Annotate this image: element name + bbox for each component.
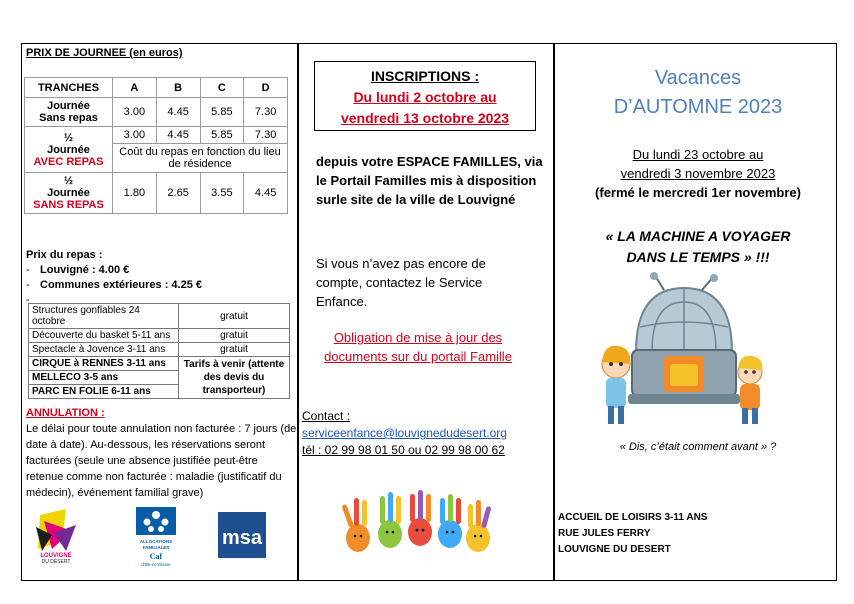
closed-day-notice: (fermé le mercredi 1er novembre) [595,185,801,200]
svg-text:ALLOCATIONS: ALLOCATIONS [139,539,173,544]
row-label: Journée Sans repas [25,98,113,127]
activity-name: MELLECO 3-5 ans [29,371,179,385]
price-cell: 7.30 [244,127,288,144]
contact-section [302,408,548,459]
activity-name: Spectacle à Jovence 3-11 ans [29,343,179,357]
activity-name: CIRQUE à RENNES 3-11 ans [29,357,179,371]
dates-line1: Du lundi 23 octobre au [632,147,764,162]
vacation-title [560,64,836,122]
vacation-title-line2: D’AUTOMNE 2023 [613,96,783,118]
col-header-a: A [113,78,157,98]
louvigne-logo [32,505,80,565]
cancellation-text: Le délai pour toute annulation non facturée : 7 jours (de date à date). Au-dessous, les réservations seront facturées (seule une absence justifiée peut-être retenue comme non facturée : maladie (justificatif du médecin), événement familial grave) [26,423,297,499]
col-header-tranches: TRANCHES [25,78,113,98]
price-cell: 4.45 [244,173,288,214]
price-cell: 3.00 [113,127,157,144]
meal-prices [26,248,286,308]
svg-text:LOUVIGNÉ: LOUVIGNÉ [40,553,72,559]
row-label: ½ Journée AVEC REPAS [25,127,113,173]
compte-text: Si vous n’avez pas encore de compte, contactez le Service Enfance. [316,256,486,309]
list-item: - Communes extérieures : 4.25 € [26,278,286,293]
activity-price: gratuit [179,343,290,357]
cancellation-title: ANNULATION : [26,407,105,419]
svg-text:DU DÉSERT: DU DÉSERT [41,559,71,565]
price-cell: 4.45 [156,98,200,127]
activity-price-note: Tarifs à venir (attente des devis du transporteur) [179,357,290,399]
price-cell: 5.85 [200,127,244,144]
address-line1: ACCUEIL DE LOISIRS 3-11 ANS [558,512,708,523]
theme-line2: DANS LE TEMPS » !!! [626,249,770,265]
table-row [25,173,288,214]
contact-email-link[interactable]: serviceenfance@louvignedudesert.org [302,426,507,440]
price-cell: 4.45 [156,127,200,144]
left-panel [24,47,294,59]
svg-text:FAMILIALES: FAMILIALES [142,545,170,550]
meal-prices-title: Prix du repas : [26,249,103,261]
col-header-d: D [244,78,288,98]
price-cell: 2.65 [156,173,200,214]
address-line3: LOUVIGNE DU DESERT [558,544,671,555]
activity-name: Découverte du basket 5-11 ans [29,329,179,343]
col-header-c: C [200,78,244,98]
prix-title: PRIX DE JOURNEE (en euros) [26,47,183,59]
inscriptions-dates-line2: vendredi 13 octobre 2023 [340,110,510,126]
price-cell: 5.85 [200,98,244,127]
contact-phone: tél : 02 99 98 01 50 ou 02 99 98 00 62 [302,443,505,457]
address-line2: RUE JULES FERRY [558,528,651,539]
theme-line1: « LA MACHINE A VOYAGER [605,228,791,244]
col-header-b: B [156,78,200,98]
price-cell: 3.00 [113,98,157,127]
inscriptions-box [314,61,536,131]
obligation-notice: Obligation de mise à jour des documents sur du portail Famille [324,330,512,364]
msa-logo [218,512,266,558]
activity-price: gratuit [179,329,290,343]
table-row [29,329,290,343]
inscriptions-title: INSCRIPTIONS : [370,68,480,84]
quote-text: « Dis, c’était comment avant » ? [619,441,777,453]
svg-text:msa: msa [221,527,263,549]
table-row [25,127,288,144]
price-cell: 7.30 [244,98,288,127]
table-row [25,98,288,127]
painted-hands-illustration [338,488,494,560]
price-cell: 1.80 [113,173,157,214]
meal-cost-note: Coût du repas en fonction du lieu de résidence [113,144,288,173]
svg-text:d'Ille-et-Vilaine: d'Ille-et-Vilaine [141,562,171,567]
cancellation-section [26,405,298,501]
activity-name: PARC EN FOLIE 6-11 ans [29,385,179,399]
time-machine-illustration [592,272,772,432]
activities-table [28,303,290,399]
table-row [29,343,290,357]
vacation-dates [560,145,836,202]
list-item: - Louvigné : 4.00 € [26,263,286,278]
inscriptions-dates-line1: Du lundi 2 octobre au [353,89,497,105]
espace-familles-text: depuis votre ESPACE FAMILLES, via le Portail Familles mis à disposition surle site de la ville de Louvigné [316,154,543,207]
table-row [29,304,290,329]
address-block [558,510,828,558]
activity-price: gratuit [179,304,290,329]
vacation-title-line1: Vacances [654,67,742,89]
contact-label: Contact : [302,409,351,423]
table-row [29,357,290,371]
row-label: ½ Journée SANS REPAS [25,173,113,214]
price-table [24,77,288,214]
caf-logo [130,505,182,571]
fold-line-2 [553,43,555,581]
svg-text:Caf: Caf [149,552,163,561]
price-cell: 3.55 [200,173,244,214]
activity-name: Structures gonflables 24 octobre [29,304,179,329]
dates-line2: vendredi 3 novembre 2023 [620,166,776,181]
theme-title [560,226,836,268]
